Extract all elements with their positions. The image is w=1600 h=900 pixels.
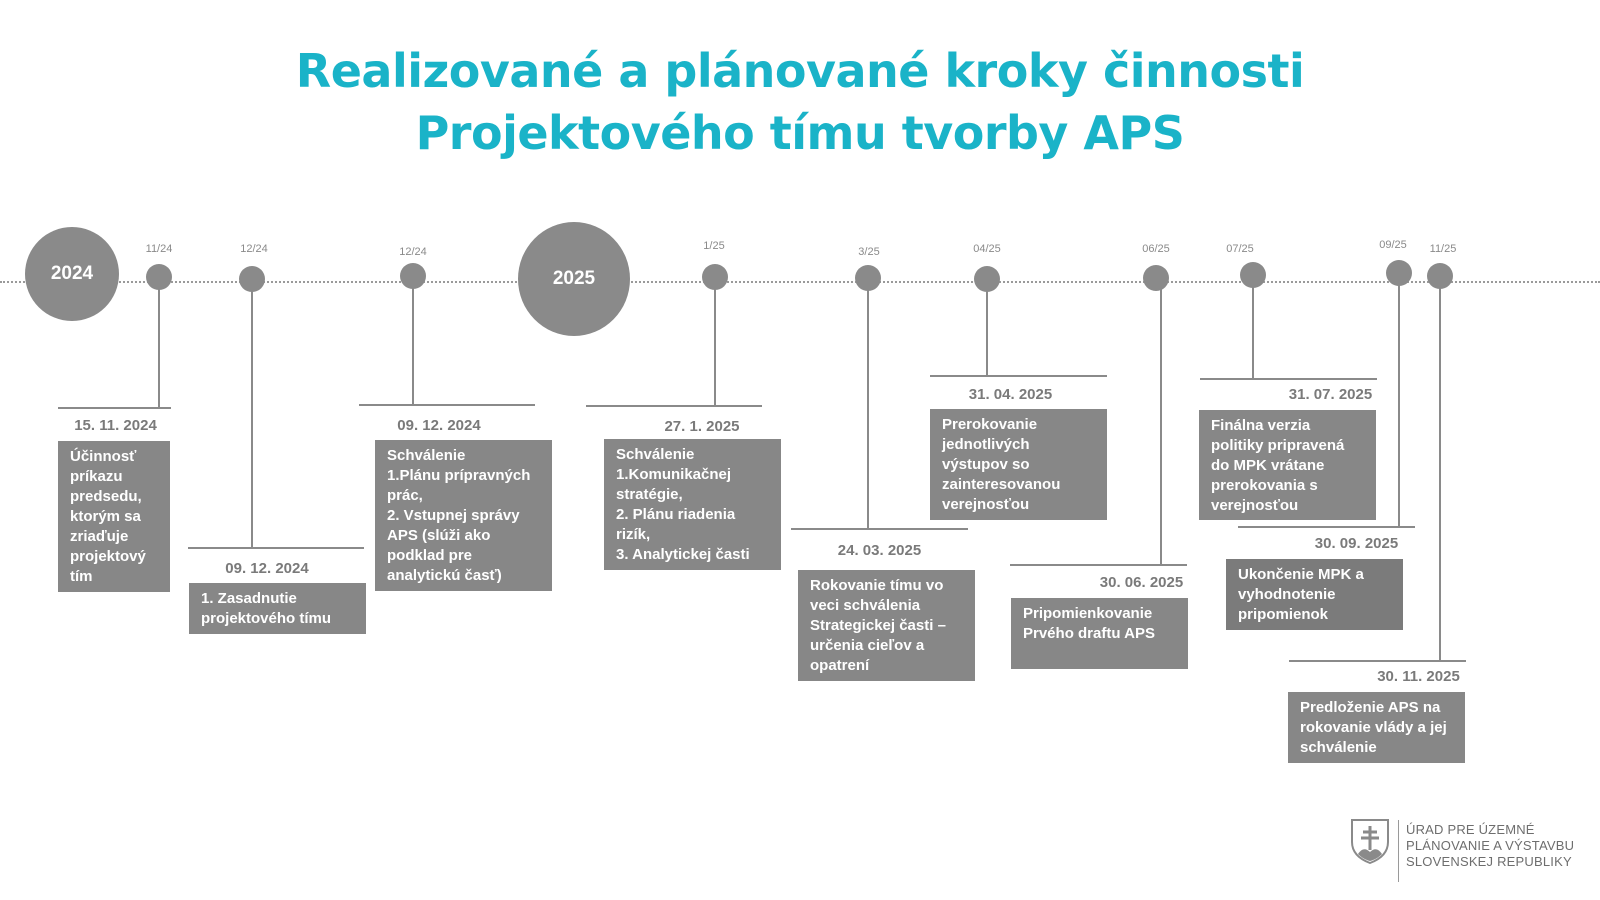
timeline-dot: [702, 264, 728, 290]
date-bar: [930, 375, 1107, 377]
title-line-1: Realizované a plánované kroky činnosti: [295, 44, 1305, 98]
event-date: 09. 12. 2024: [225, 560, 309, 577]
connector-line: [1398, 284, 1400, 528]
connector-line: [986, 290, 988, 376]
timeline-dot: [855, 265, 881, 291]
event-date: 27. 1. 2025: [664, 418, 740, 435]
event-date: 31. 07. 2025: [1288, 386, 1373, 403]
event-box: Ukončenie MPK a vyhodnotenie pripomienok: [1226, 559, 1403, 630]
connector-line: [1160, 289, 1162, 566]
event-date: 24. 03. 2025: [837, 542, 922, 559]
tick-label: 07/25: [1226, 243, 1254, 255]
connector-line: [714, 288, 716, 406]
date-bar: [58, 407, 171, 409]
event-date: 30. 06. 2025: [1099, 574, 1184, 591]
timeline-dot: [1143, 265, 1169, 291]
event-box: Finálna verzia politiky pripravená do MPK vrátane prerokovania s verejnosťou: [1199, 410, 1376, 520]
event-date: 30. 11. 2025: [1377, 668, 1460, 685]
timeline-dot: [974, 266, 1000, 292]
event-date: 09. 12. 2024: [397, 417, 481, 434]
connector-line: [1252, 286, 1254, 379]
timeline-dot: [239, 266, 265, 292]
coat-of-arms-icon: [1350, 818, 1390, 864]
event-box: Schválenie 1.Komunikačnej stratégie, 2. Plánu riadenia rizík, 3. Analytickej časti: [604, 439, 781, 570]
date-bar: [188, 547, 364, 549]
page-title: [0, 40, 1600, 164]
event-date: 31. 04. 2025: [968, 386, 1053, 403]
connector-line: [867, 289, 869, 530]
connector-line: [158, 288, 160, 409]
date-bar: [1238, 526, 1415, 528]
year-circle-2024: 2024: [25, 227, 119, 321]
tick-label: 1/25: [703, 240, 725, 252]
date-bar: [359, 404, 535, 406]
timeline-dot: [146, 264, 172, 290]
tick-label: 3/25: [858, 246, 880, 258]
event-box: Rokovanie tímu vo veci schválenia Strategickej časti – určenia cieľov a opatrení: [798, 570, 975, 681]
connector-line: [1439, 287, 1441, 662]
date-bar: [586, 405, 762, 407]
event-date: 15. 11. 2024: [74, 417, 157, 434]
year-circle-2025: 2025: [518, 222, 630, 336]
tick-label: 12/24: [240, 243, 268, 255]
date-bar: [1289, 660, 1466, 662]
logo-text: ÚRAD PRE ÚZEMNÉ PLÁNOVANIE A VÝSTAVBU SLOVENSKEJ REPUBLIKY: [1406, 822, 1575, 869]
timeline-dot: [1386, 260, 1412, 286]
tick-label: 06/25: [1142, 243, 1170, 255]
logo-divider: [1398, 820, 1399, 882]
timeline-dot: [1427, 263, 1453, 289]
event-box: 1. Zasadnutie projektového tímu: [189, 583, 366, 634]
date-bar: [791, 528, 968, 530]
date-bar: [1200, 378, 1377, 380]
event-box: Účinnosť príkazu predsedu, ktorým sa zriaďuje projektový tím: [58, 441, 170, 592]
event-box: Pripomienkovanie Prvého draftu APS: [1011, 598, 1188, 669]
event-box: Prerokovanie jednotlivých výstupov so zainteresovanou verejnosťou: [930, 409, 1107, 520]
timeline-dot: [400, 263, 426, 289]
tick-label: 11/25: [1429, 243, 1457, 255]
timeline-dot: [1240, 262, 1266, 288]
date-bar: [1010, 564, 1187, 566]
event-box: Predloženie APS na rokovanie vlády a jej schválenie: [1288, 692, 1465, 763]
title-line-2: Projektového tímu tvorby APS: [415, 106, 1185, 160]
event-date: 30. 09. 2025: [1314, 535, 1399, 552]
connector-line: [251, 290, 253, 549]
tick-label: 04/25: [973, 243, 1001, 255]
event-box: Schválenie 1.Plánu prípravných prác, 2. Vstupnej správy APS (slúži ako podklad pre analytickú časť): [375, 440, 552, 591]
connector-line: [412, 287, 414, 405]
tick-label: 09/25: [1379, 239, 1407, 251]
tick-label: 11/24: [145, 243, 173, 255]
tick-label: 12/24: [399, 246, 427, 258]
